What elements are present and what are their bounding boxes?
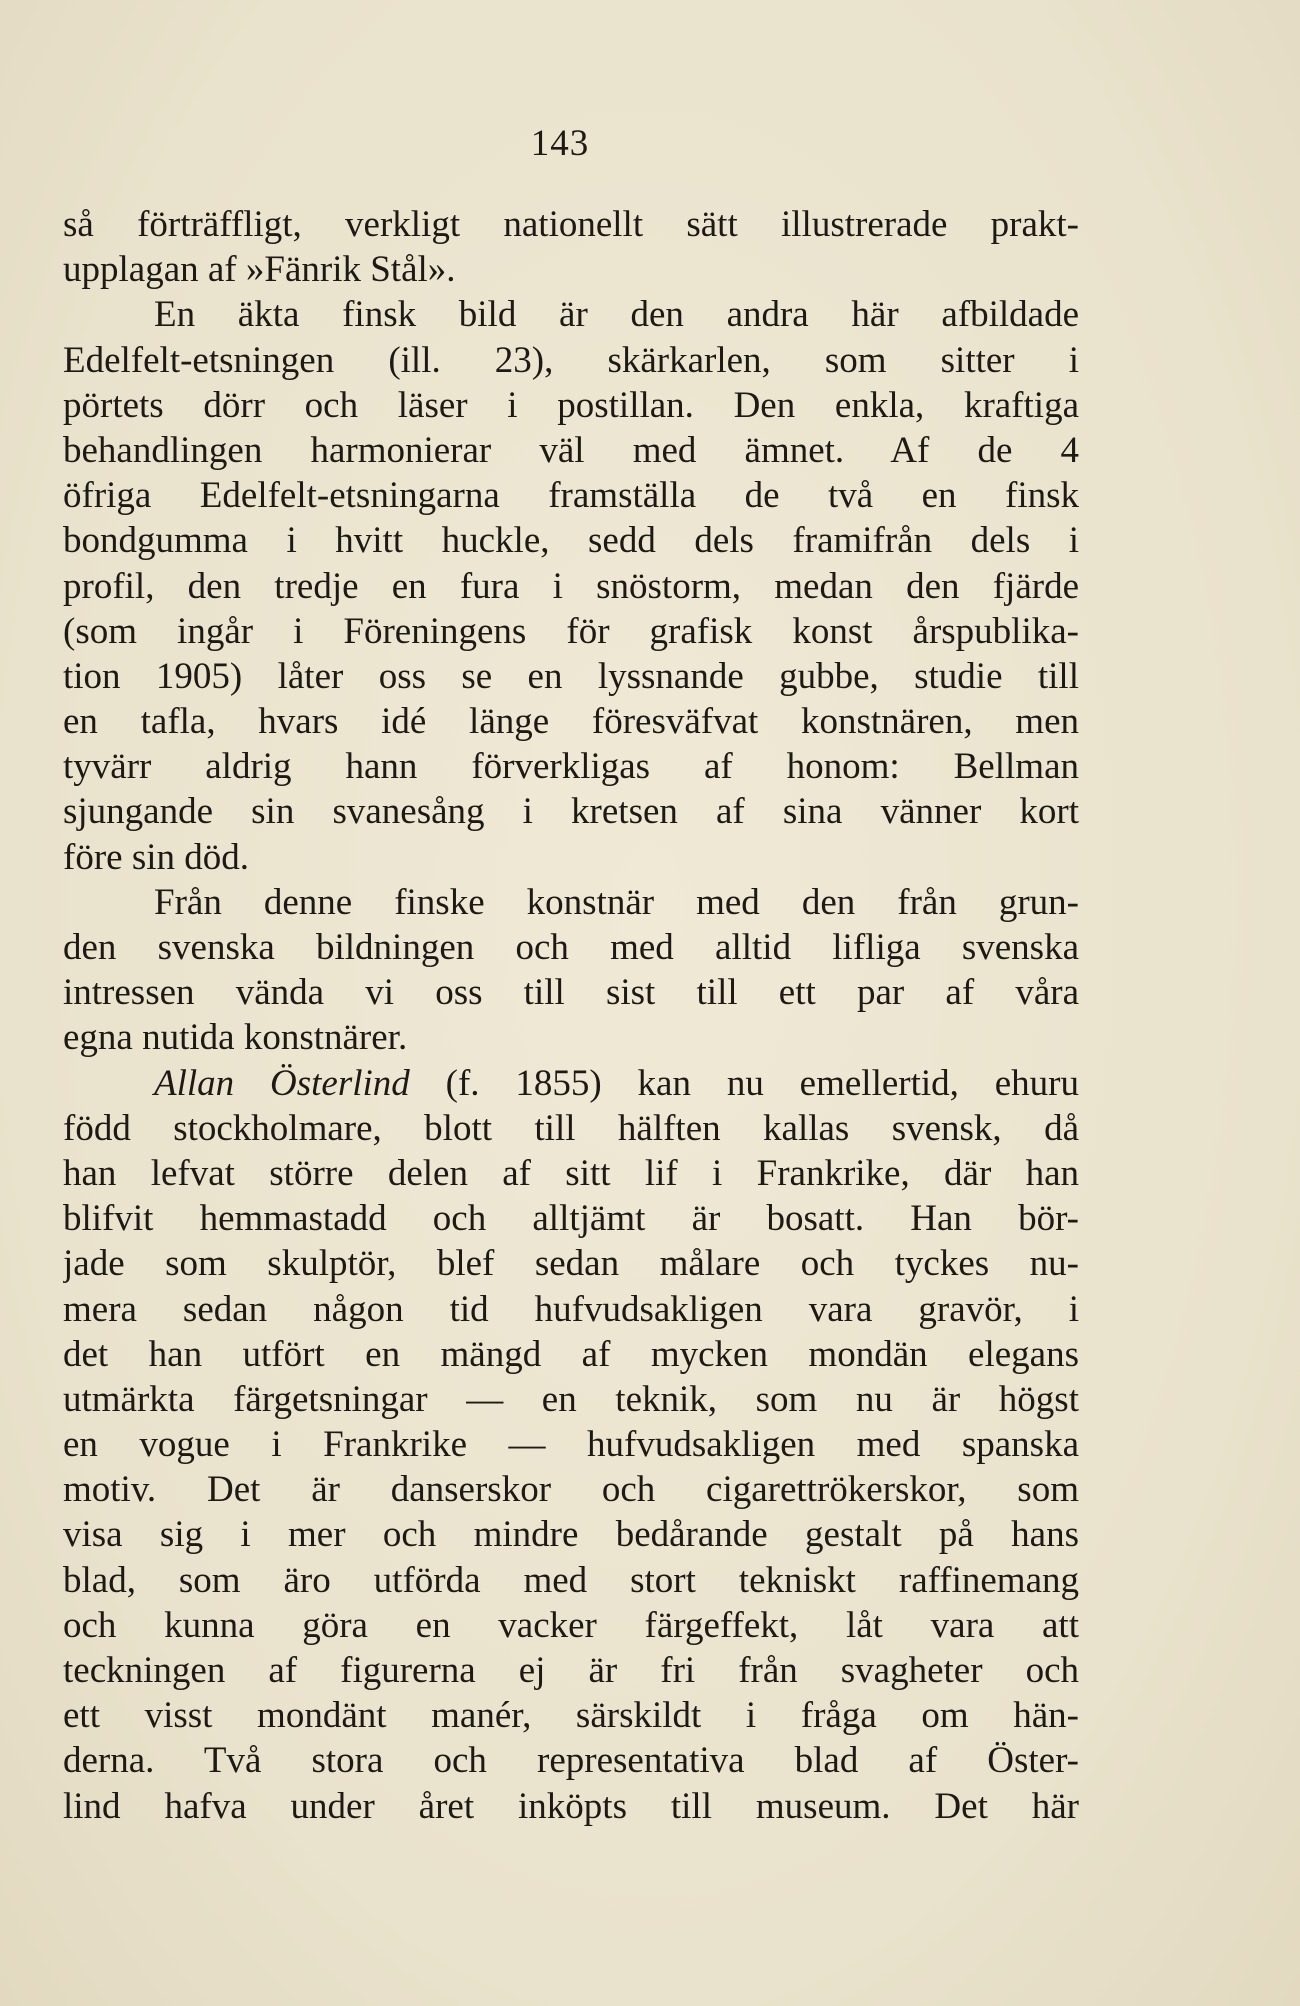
text-line: Edelfelt-etsningen (ill. 23), skärkarlen, som sitter i (63, 339, 1079, 381)
text-line: motiv. Det är danserskor och cigarettrökerskor, som (63, 1469, 1079, 1511)
text-line: teckningen af figurerna ej är fri från svagheter och (63, 1650, 1079, 1691)
text-line: tyvärr aldrig hann förverkligas af honom: Bellman (63, 746, 1079, 788)
text-line: egna nutida konstnärer. (63, 1017, 408, 1059)
text-line: pörtets dörr och läser i postillan. Den enkla, kraftiga (63, 384, 1079, 426)
text-line: Från denne finske konstnär med den från grun- (154, 881, 1079, 923)
text-line: sjungande sin svanesång i kretsen af sina vänner kort (63, 791, 1079, 833)
text-line: (som ingår i Föreningens för grafisk konst årspublika- (63, 610, 1079, 652)
text-line: mera sedan någon tid hufvudsakligen vara gravör, i (63, 1288, 1079, 1330)
text-line: den svenska bildningen och med alltid lifliga svenska (63, 927, 1079, 968)
text-line: det han utfört en mängd af mycken mondän elegans (63, 1333, 1079, 1375)
text-line: ett visst mondänt manér, särskildt i fråga om hän- (63, 1695, 1079, 1737)
artist-name: Allan Österlind (154, 1062, 410, 1104)
text-line: han lefvat större delen af sitt lif i Frankrike, där han (63, 1152, 1079, 1194)
page-number: 143 (530, 123, 590, 164)
text-line: visa sig i mer och mindre bedårande gestalt på hans (63, 1514, 1079, 1556)
text-line: intressen vända vi oss till sist till ett par af våra (63, 972, 1079, 1014)
text-line-rest: (f. 1855) kan nu emellertid, ehuru (409, 1062, 1079, 1104)
text-line: derna. Två stora och representativa blad af Öster- (63, 1740, 1079, 1782)
text-line: bondgumma i hvitt huckle, sedd dels framifrån dels i (63, 520, 1079, 562)
text-line: tion 1905) låter oss se en lyssnande gubbe, studie till (63, 655, 1079, 697)
text-line: upplagan af »Fänrik Stål». (63, 249, 456, 291)
text-line: utmärkta färgetsningar — en teknik, som nu är högst (63, 1378, 1079, 1420)
text-line: En äkta finsk bild är den andra här afbildade (154, 294, 1079, 336)
body-text (63, 202, 1079, 1829)
text-line: öfriga Edelfelt-etsningarna framställa de två en finsk (63, 475, 1079, 517)
text-line: behandlingen harmonierar väl med ämnet. Af de 4 (63, 429, 1079, 471)
text-line: blifvit hemmastadd och alltjämt är bosatt. Han bör- (63, 1198, 1079, 1240)
text-line: lind hafva under året inköpts till museum. Det här (63, 1785, 1079, 1827)
text-line: jade som skulptör, blef sedan målare och tyckes nu- (63, 1243, 1079, 1285)
text-line: profil, den tredje en fura i snöstorm, medan den fjärde (63, 565, 1079, 607)
text-line: blad, som äro utförda med stort tekniskt raffinemang (63, 1559, 1079, 1601)
text-line: och kunna göra en vacker färgeffekt, låt vara att (63, 1604, 1079, 1646)
text-line: en vogue i Frankrike — hufvudsakligen med spanska (63, 1424, 1079, 1466)
text-line: så förträffligt, verkligt nationellt sätt illustrerade prakt- (63, 204, 1079, 245)
text-line: en tafla, hvars idé länge föresväfvat konstnären, men (63, 701, 1079, 743)
text-line (63, 1061, 1079, 1106)
text-line: född stockholmare, blott till hälften kallas svensk, då (63, 1107, 1079, 1149)
text-line: före sin död. (63, 836, 249, 878)
